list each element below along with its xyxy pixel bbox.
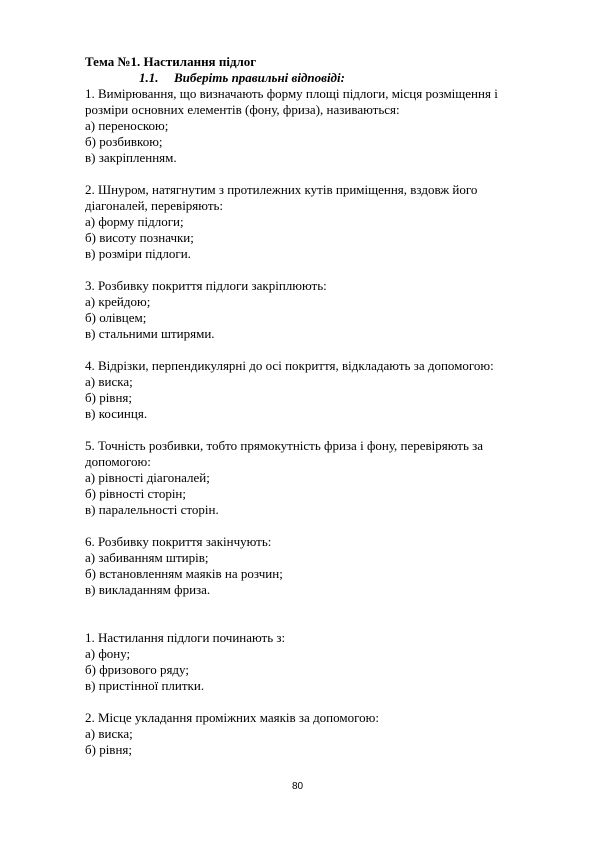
question-block xyxy=(85,278,545,342)
answer-option: б) рівності сторін; xyxy=(85,486,186,501)
answer-option: в) розміри підлоги. xyxy=(85,246,191,261)
answer-option: в) закріпленням. xyxy=(85,150,177,165)
answer-option: а) виска; xyxy=(85,374,133,389)
question-spacer xyxy=(85,694,545,710)
question-block xyxy=(85,86,545,166)
question-spacer xyxy=(85,262,545,278)
answer-option: б) рівня; xyxy=(85,390,132,405)
question-block xyxy=(85,710,545,758)
section-spacer xyxy=(85,598,545,630)
answer-option: б) олівцем; xyxy=(85,310,147,325)
answer-option: а) рівності діагоналей; xyxy=(85,470,210,485)
answer-option: а) виска; xyxy=(85,726,133,741)
question-spacer xyxy=(85,342,545,358)
question-text: 4. Відрізки, перпендикулярні до осі покриття, відкладають за допомогою: xyxy=(85,358,494,373)
question-block xyxy=(85,630,545,694)
section-number: 1.1. xyxy=(139,70,159,85)
document-page xyxy=(85,54,545,758)
question-text: 3. Розбивку покриття підлоги закріплюють: xyxy=(85,278,327,293)
question-text: діагоналей, перевіряють: xyxy=(85,198,224,213)
question-text: 5. Точність розбивки, тобто прямокутність фриза і фону, перевіряють за xyxy=(85,438,484,453)
question-text: розміри основних елементів (фону, фриза), називаються: xyxy=(85,102,400,117)
topic-title: Тема №1. Настилання підлог xyxy=(85,54,257,69)
page-number: 80 xyxy=(291,781,304,792)
section-instruction: Виберіть правильні відповіді: xyxy=(174,70,345,85)
answer-option: а) забиванням штирів; xyxy=(85,550,209,565)
question-spacer xyxy=(85,422,545,438)
question-text: 1. Настилання підлоги починають з: xyxy=(85,630,286,645)
question-spacer xyxy=(85,166,545,182)
answer-option: в) паралельності сторін. xyxy=(85,502,219,517)
answer-option: в) пристінної плитки. xyxy=(85,678,205,693)
answer-option: б) встановленням маяків на розчин; xyxy=(85,566,283,581)
question-text: допомогою: xyxy=(85,454,151,469)
answer-option: а) фону; xyxy=(85,646,131,661)
answer-option: в) викладанням фриза. xyxy=(85,582,211,597)
question-block xyxy=(85,182,545,262)
answer-option: а) крейдою; xyxy=(85,294,151,309)
answer-option: б) фризового ряду; xyxy=(85,662,189,677)
answer-option: б) висоту позначки; xyxy=(85,230,194,245)
question-block xyxy=(85,358,545,422)
answer-option: а) форму підлоги; xyxy=(85,214,184,229)
question-text: 1. Вимірювання, що визначають форму площі підлоги, місця розміщення і xyxy=(85,86,498,101)
answer-option: в) косинця. xyxy=(85,406,148,421)
question-block xyxy=(85,534,545,598)
question-list-part-1 xyxy=(85,86,545,598)
question-text: 2. Шнуром, натягнутим з протилежних кутів приміщення, вздовж його xyxy=(85,182,478,197)
answer-option: б) рівня; xyxy=(85,742,132,757)
question-text: 2. Місце укладання проміжних маяків за допомогою: xyxy=(85,710,379,725)
answer-option: а) переноскою; xyxy=(85,118,169,133)
answer-option: в) стальними штирями. xyxy=(85,326,215,341)
question-spacer xyxy=(85,518,545,534)
question-block xyxy=(85,438,545,518)
answer-option: б) розбивкою; xyxy=(85,134,163,149)
question-list-part-2 xyxy=(85,630,545,758)
section-heading xyxy=(85,70,545,86)
question-text: 6. Розбивку покриття закінчують: xyxy=(85,534,272,549)
